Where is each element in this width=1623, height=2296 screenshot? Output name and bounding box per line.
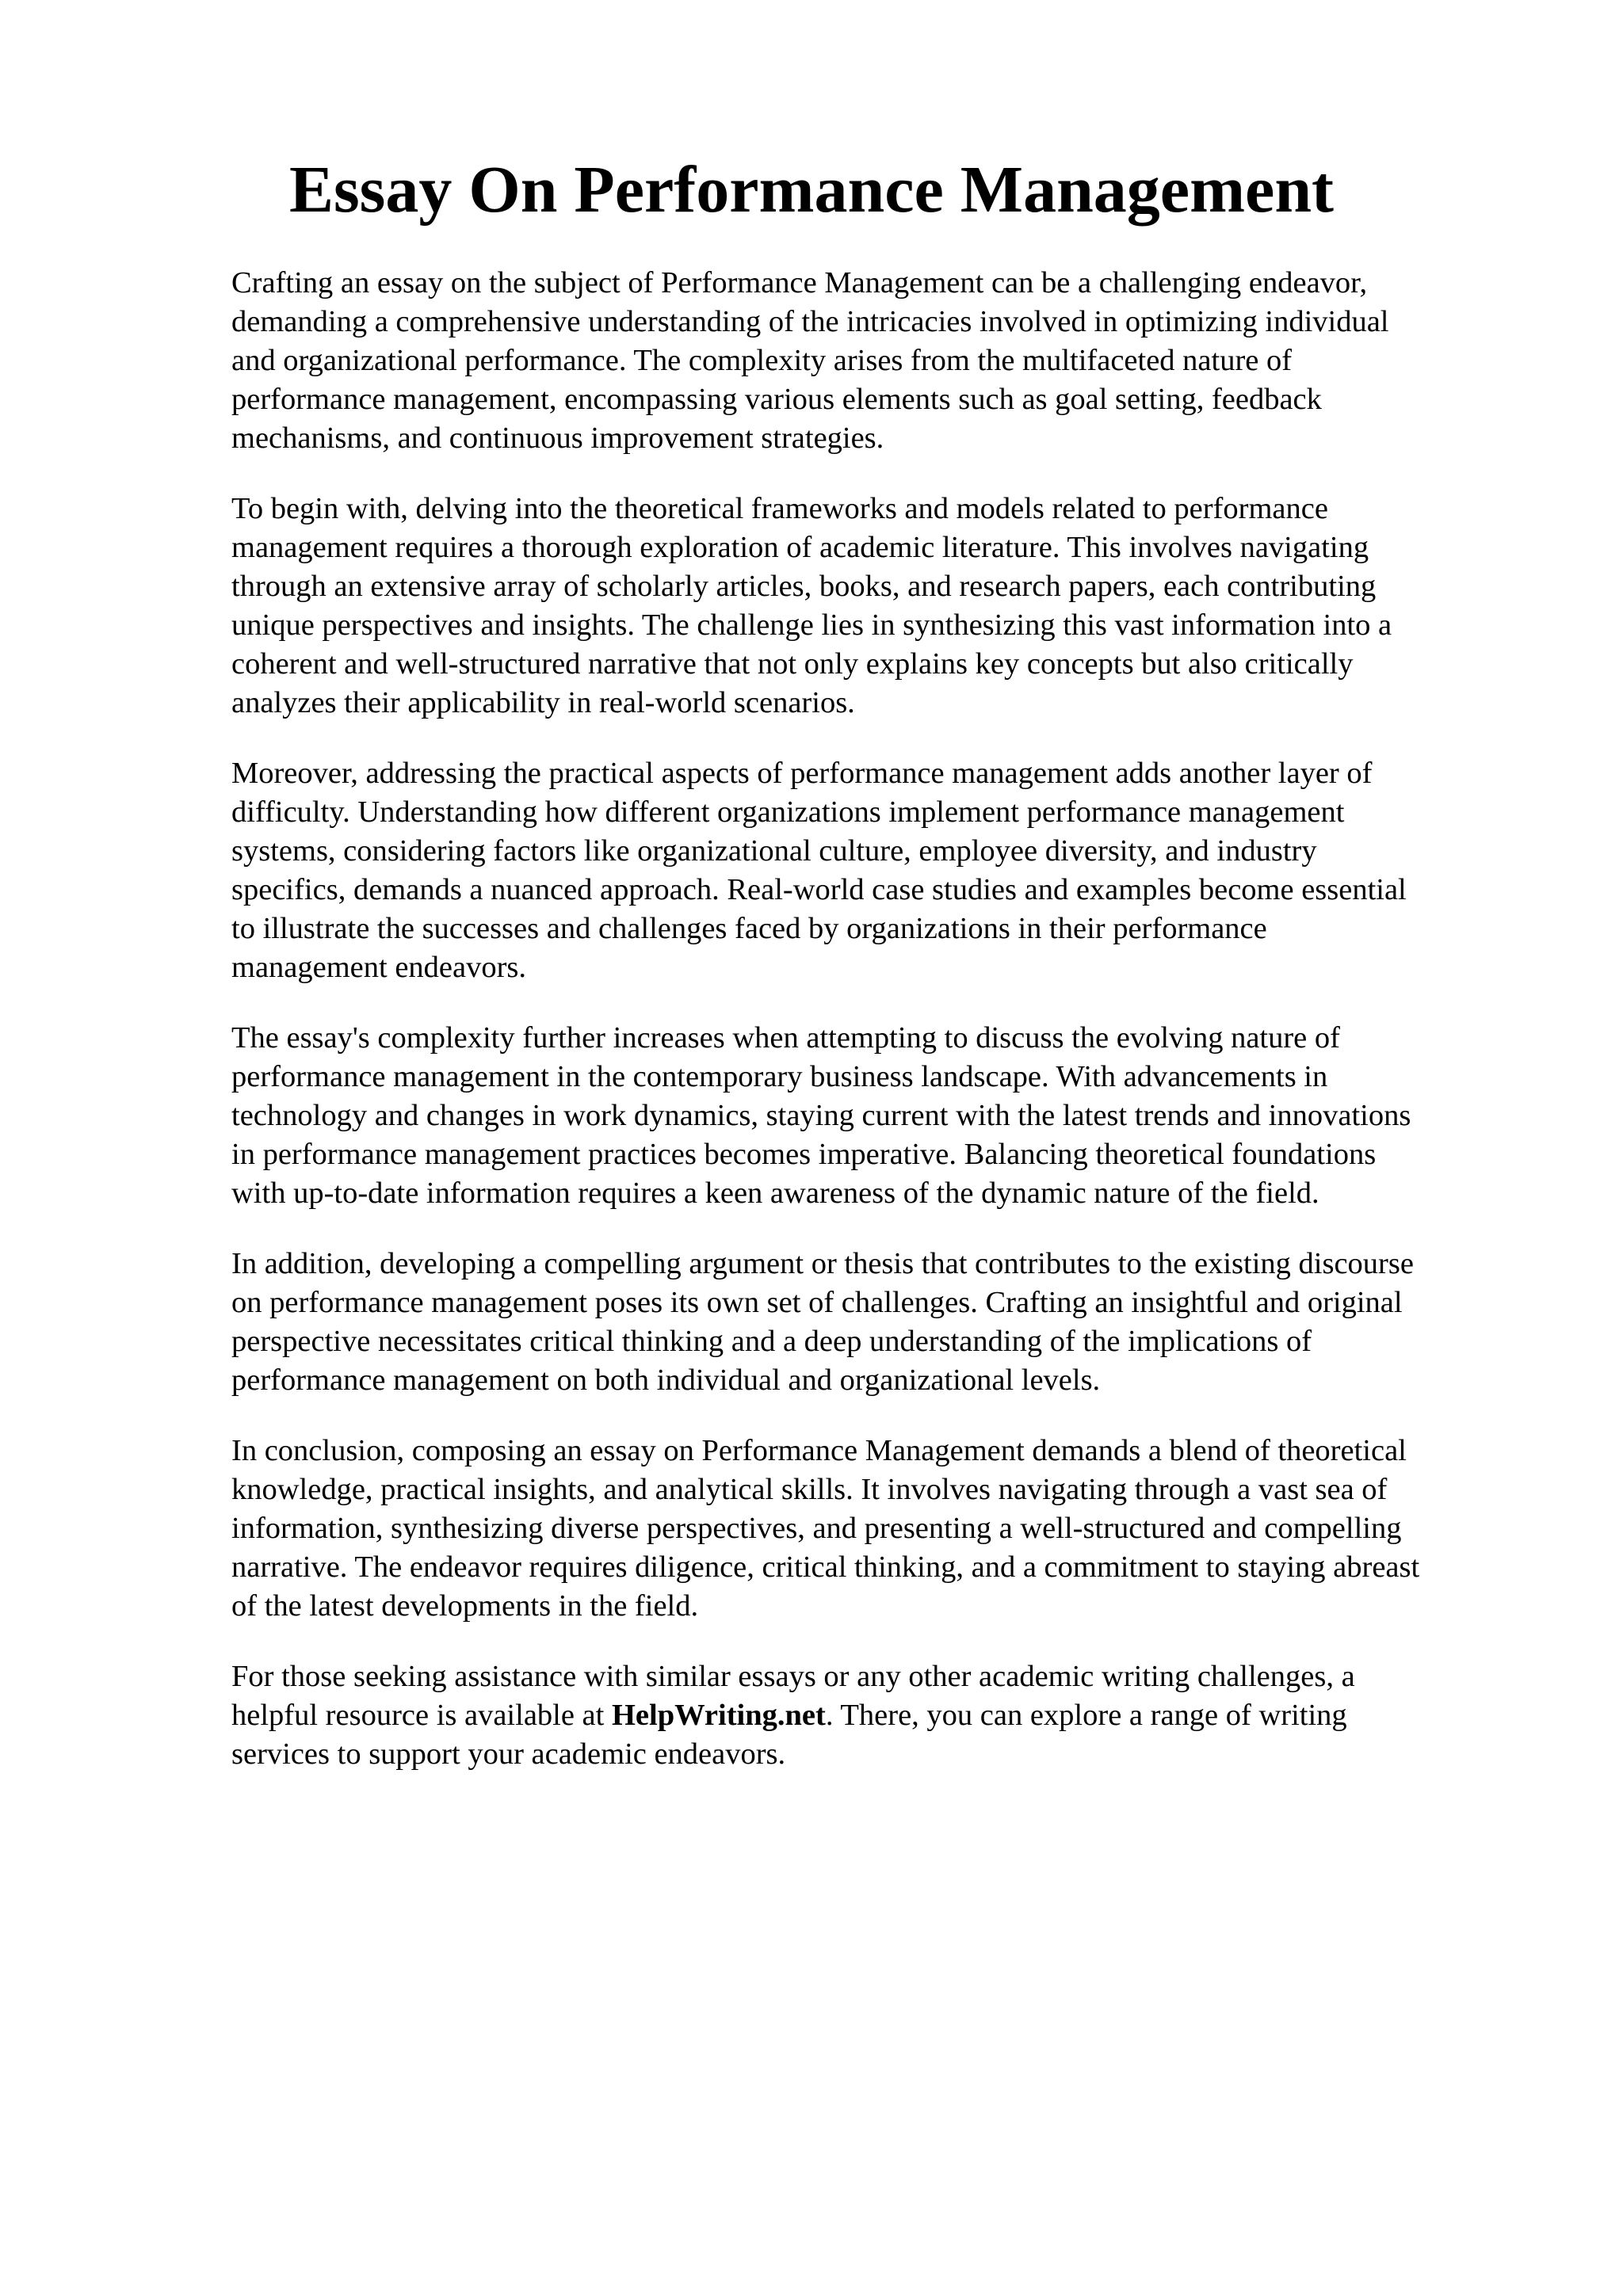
text-line: In addition, developing a compelling argument or thesis that contributes to the existing discourse [231, 1247, 1414, 1280]
text-line: specifics, demands a nuanced approach. Real-world case studies and examples become essential [231, 873, 1407, 906]
text-line: with up-to-date information requires a keen awareness of the dynamic nature of the field. [231, 1177, 1319, 1210]
text-segment: . There, you can explore a range of writing [825, 1699, 1347, 1732]
text-line: coherent and well-structured narrative that not only explains key concepts but also critically [231, 647, 1354, 681]
text-line: of the latest developments in the field. [231, 1589, 699, 1623]
text-line: performance management, encompassing various elements such as goal setting, feedback [231, 383, 1322, 416]
text-line: Crafting an essay on the subject of Performance Management can be a challenging endeavor, [231, 266, 1368, 299]
text-line: difficulty. Understanding how different organizations implement performance management [231, 795, 1345, 829]
essay-body [231, 264, 1531, 1806]
closing-paragraph [231, 1657, 1531, 1774]
text-line: perspective necessitates critical thinking and a deep understanding of the implications of [231, 1325, 1312, 1358]
page-title: Essay On Performance Management [288, 153, 1335, 227]
text-line: management endeavors. [231, 951, 527, 984]
text-line: technology and changes in work dynamics, staying current with the latest trends and innovations [231, 1099, 1411, 1132]
paragraph-4 [231, 1019, 1531, 1213]
text-segment: helpful resource is available at [231, 1699, 612, 1732]
paragraph-3 [231, 754, 1531, 987]
text-line-with-link [231, 1696, 1531, 1735]
text-line: narrative. The endeavor requires diligence, critical thinking, and a commitment to staying abreast [231, 1550, 1420, 1584]
paragraph-6 [231, 1432, 1531, 1626]
paragraph-2 [231, 490, 1531, 723]
text-line: services to support your academic endeavors. [231, 1737, 786, 1771]
text-line: management requires a thorough exploration of academic literature. This involves navigating [231, 531, 1369, 564]
text-line: on performance management poses its own set of challenges. Crafting an insightful and original [231, 1286, 1403, 1319]
text-line: performance management in the contemporary business landscape. With advancements in [231, 1060, 1328, 1093]
text-line: In conclusion, composing an essay on Performance Management demands a blend of theoretical [231, 1434, 1407, 1467]
text-line: through an extensive array of scholarly articles, books, and research papers, each contributing [231, 570, 1377, 603]
text-line: mechanisms, and continuous improvement strategies. [231, 421, 884, 455]
text-line: knowledge, practical insights, and analytical skills. It involves navigating through a vast sea of [231, 1473, 1388, 1506]
paragraph-1 [231, 264, 1531, 458]
text-line: Moreover, addressing the practical aspects of performance management adds another layer of [231, 757, 1373, 790]
helpwriting-brand-link[interactable]: HelpWriting.net [611, 1699, 826, 1732]
text-line: performance management on both individual and organizational levels. [231, 1363, 1101, 1397]
text-line: in performance management practices becomes imperative. Balancing theoretical foundations [231, 1138, 1377, 1171]
paragraph-5 [231, 1245, 1531, 1400]
text-line: analyzes their applicability in real-world scenarios. [231, 686, 855, 719]
text-line: systems, considering factors like organizational culture, employee diversity, and industry [231, 834, 1317, 868]
text-line: to illustrate the successes and challenges faced by organizations in their performance [231, 912, 1267, 945]
text-line: demanding a comprehensive understanding of the intricacies involved in optimizing individual [231, 305, 1389, 338]
text-line: To begin with, delving into the theoretical frameworks and models related to performance [231, 492, 1328, 525]
text-line: information, synthesizing diverse perspectives, and presenting a well-structured and compelling [231, 1512, 1402, 1545]
text-line: For those seeking assistance with similar essays or any other academic writing challenges, a [231, 1660, 1355, 1693]
text-line: The essay's complexity further increases when attempting to discuss the evolving nature of [231, 1021, 1340, 1055]
text-line: unique perspectives and insights. The challenge lies in synthesizing this vast information into a [231, 608, 1392, 642]
text-line: and organizational performance. The complexity arises from the multifaceted nature of [231, 344, 1293, 377]
